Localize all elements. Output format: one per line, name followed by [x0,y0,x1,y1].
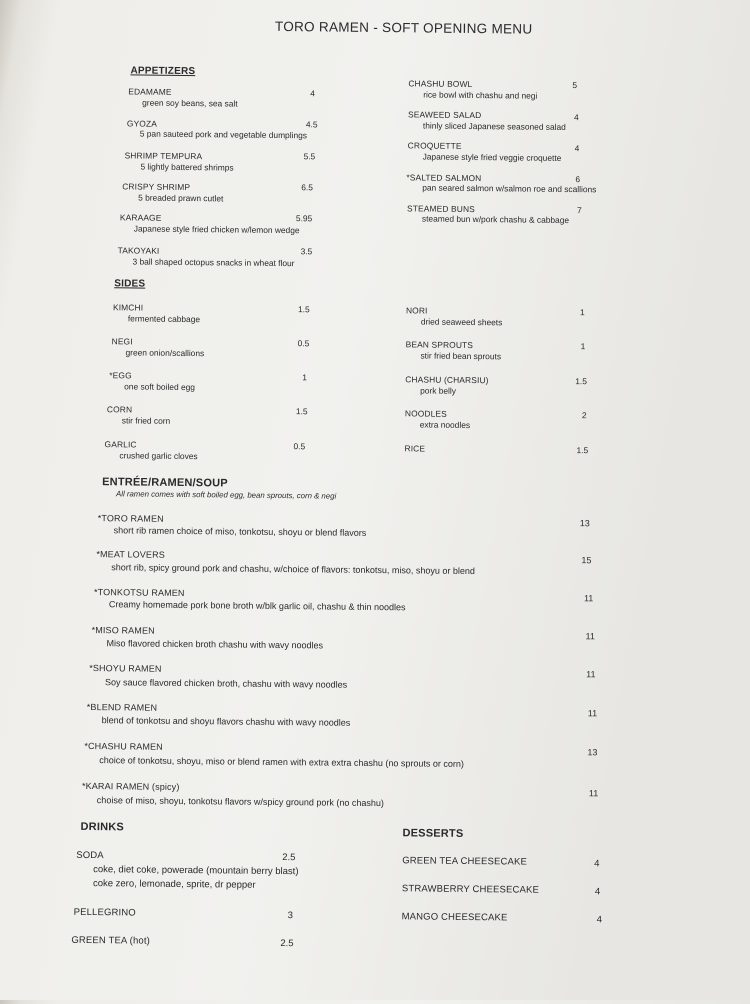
menu-item-name: GREEN TEA (hot) [71,934,151,947]
menu-item-desc: choice of tonkotsu, shoyu, miso or blend ramen with extra extra chashu (no sprouts or corn) [99,755,464,769]
menu-item-price: 1 [579,307,585,318]
menu-item-desc: extra noodles [419,419,471,430]
menu-item-price: 6.5 [301,182,313,193]
menu-item-desc: short rib ramen choice of miso, tonkotsu, shoyu or blend flavors [113,525,367,538]
menu-item-desc: Japanese style fried chicken w/lemon wedge [133,223,300,236]
menu-item-price: 11 [586,669,596,680]
menu-item-price: 2.5 [282,852,296,864]
menu-item-desc: 3 ball shaped octopus snacks in wheat flour [132,256,295,269]
menu-item-price: 11 [587,708,598,719]
menu-item-name: CROQUETTE [407,140,462,151]
menu-item-name: *SHOYU RAMEN [89,663,162,674]
menu-item-name: *MEAT LOVERS [96,549,165,560]
menu-item-desc: pan seared salmon w/salmon roe and scallions [422,182,597,195]
menu-item-name: *KARAI RAMEN (spicy) [81,780,180,792]
menu-item-price: 5.95 [295,213,313,224]
menu-item-desc: green soy beans, sea salt [142,97,238,109]
menu-item-price: 1.5 [575,376,587,387]
menu-item-price: 7 [576,205,582,216]
menu-item-name: CRISPY SHRIMP [122,181,191,193]
menu-item-price: 4 [596,914,602,926]
menu-item-price: 13 [587,747,598,758]
menu-item-name: GYOZA [126,118,158,129]
menu-item-desc: 5 breaded prawn cutlet [138,192,224,204]
menu-item-desc: Creamy homemade pork bone broth w/blk garlic oil, chashu & thin noodles [108,599,406,613]
menu-item-desc: stir fried bean sprouts [420,350,502,362]
menu-item-price: 6 [575,174,581,185]
menu-item-price: 2.5 [280,938,294,950]
menu-item-price: 1 [302,372,308,383]
menu-item-name: EDAMAME [128,86,172,97]
menu-item-name: *CHASHU RAMEN [84,740,163,752]
menu-item-desc: Japanese style fried veggie croquette [422,151,562,163]
menu-item-name: *TONKOTSU RAMEN [93,587,185,599]
menu-item-desc: coke, diet coke, powerade (mountain berry blast) [93,864,299,878]
menu-item-desc: crushed garlic cloves [119,450,198,462]
menu-item-desc: stir fried corn [121,415,171,426]
menu-item-name: KIMCHI [112,302,144,313]
menu-item-price: 4 [310,88,315,99]
menu-item-price: 4 [594,886,601,898]
menu-item-name: CORN [106,404,133,415]
menu-item-name: BEAN SPROUTS [405,339,474,351]
menu-item-desc: coke zero, lemonade, sprite, dr pepper [92,878,256,891]
menu-item-desc: dried seaweed sheets [420,316,503,328]
menu-item-price: 11 [583,593,594,604]
menu-item-desc: Miso flavored chicken broth chashu with wavy noodles [106,638,324,651]
menu-item-price: 1.5 [295,406,308,417]
menu-item-name: GREEN TEA CHEESECAKE [402,855,528,868]
menu-item-name: NORI [405,305,428,316]
menu-item-name: *EGG [109,370,132,381]
sides-heading: SIDES [114,278,146,290]
menu-item-name: SHRIMP TEMPURA [124,150,203,162]
page-title: TORO RAMEN - SOFT OPENING MENU [274,18,533,37]
menu-item-price: 0.5 [293,441,306,452]
menu-item-price: 4 [594,858,600,870]
drinks-heading: DRINKS [80,820,124,834]
menu-item-desc: one soft boiled egg [124,381,196,393]
menu-item-price: 0.5 [297,338,310,349]
menu-item-price: 2 [581,410,587,421]
menu-item-desc: steamed bun w/pork chashu & cabbage [421,213,570,226]
menu-item-price: 1.5 [576,445,589,456]
menu-item-price: 3.5 [300,246,313,257]
entree-heading: ENTRÉE/RAMEN/SOUP [102,476,228,490]
menu-item-desc: fermented cabbage [127,313,201,325]
appetizers-heading: APPETIZERS [130,65,196,78]
menu-item-name: SEAWEED SALAD [407,109,482,121]
menu-item-name: STRAWBERRY CHEESECAKE [401,883,540,896]
menu-item-desc: blend of tonkotsu and shoyu flavors chashu with wavy noodles [101,715,351,728]
entree-note: All ramen comes with soft boiled egg, bean sprouts, corn & negi [116,489,337,501]
menu-item-name: *TORO RAMEN [97,513,164,524]
menu-item-name: *BLEND RAMEN [86,701,158,713]
menu-item-name: KARAAGE [119,212,162,223]
menu-item-price: 4 [574,143,580,154]
menu-item-name: RICE [404,443,426,454]
menu-item-price: 15 [581,555,592,566]
menu-item-desc: 5 pan sauteed pork and vegetable dumplings [139,128,308,141]
menu-item-price: 1 [580,341,586,352]
menu-item-desc: short rib, spicy ground pork and chashu, w/choice of flavors: tonkotsu, miso, shoyu or blend [111,562,476,577]
menu-item-name: NEGI [111,336,133,347]
menu-item-price: 11 [588,788,599,799]
menu-item-name: GARLIC [104,439,137,450]
menu-item-name: PELLEGRINO [73,906,136,919]
menu-item-desc: choise of miso, shoyu, tonkotsu flavors w/spicy ground pork (no chashu) [96,795,385,809]
menu-item-name: STEAMED BUNS [407,203,475,215]
menu-item-desc: pork belly [420,385,457,396]
menu-item-name: CHASHU BOWL [408,78,473,89]
menu-item-name: CHASHU (CHARSIU) [405,374,489,386]
menu-item-name: *MISO RAMEN [91,625,155,636]
menu-item-price: 1.5 [297,304,310,315]
menu-item-name: TAKOYAKI [117,245,160,256]
menu-item-desc: Soy sauce flavored chicken broth, chashu with wavy noodles [105,677,348,690]
menu-item-price: 3 [287,910,293,922]
menu-item-price: 4.5 [305,119,318,130]
menu-item-desc: thinly sliced Japanese seasoned salad [422,120,566,132]
menu-item-name: MANGO CHEESECAKE [401,911,508,924]
menu-item-name: *SALTED SALMON [406,172,482,184]
menu-item-name: SODA [76,849,104,862]
menu-item-desc: green onion/scallions [125,347,205,359]
menu-item-price: 5 [572,80,578,91]
menu-item-price: 13 [579,518,590,529]
menu-item-desc: rice bowl with chashu and negi [423,89,538,101]
desserts-heading: DESSERTS [402,827,464,840]
menu-item-desc: 5 lightly battered shrimps [140,161,234,173]
menu-item-price: 11 [585,631,595,642]
menu-item-name: NOODLES [404,408,447,419]
menu-item-price: 4 [573,112,579,123]
menu-item-price: 5.5 [303,151,316,162]
